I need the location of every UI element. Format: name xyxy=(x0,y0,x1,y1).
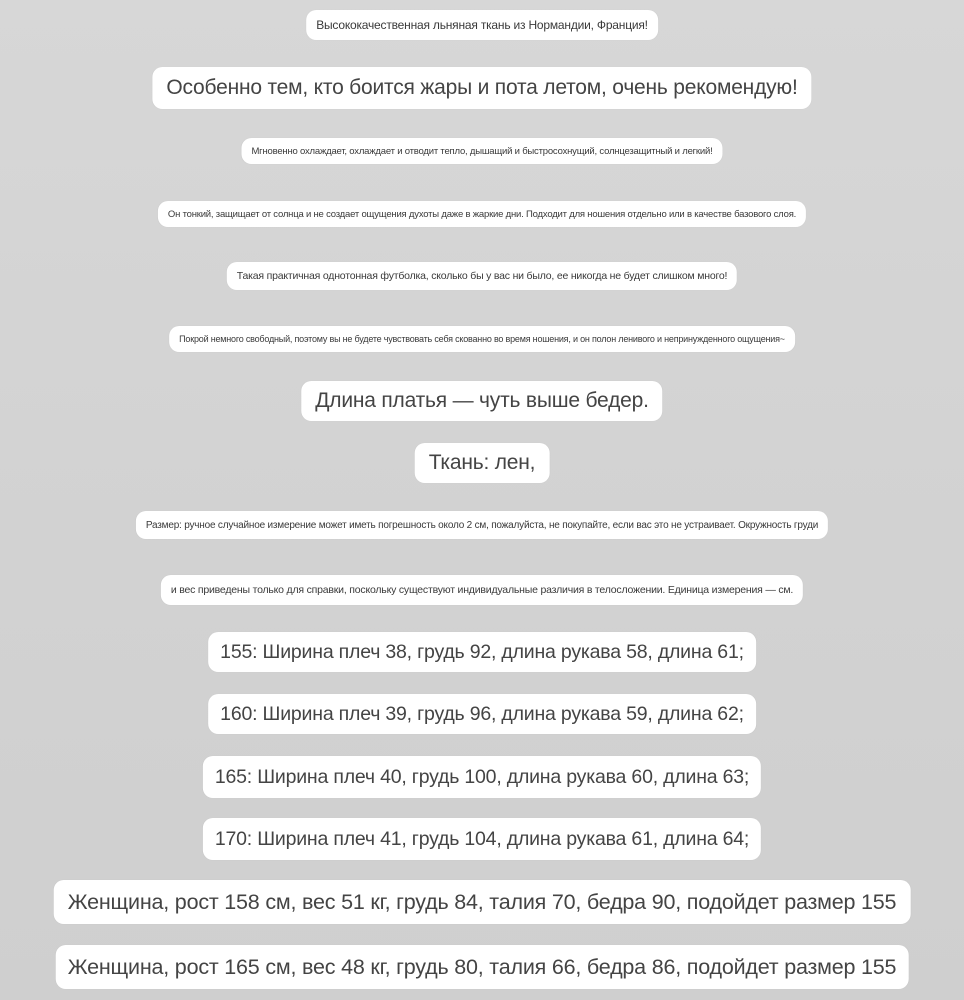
size-row-155: 155: Ширина плеч 38, грудь 92, длина рукава 58, длина 61; xyxy=(208,632,756,672)
text-bubble-recommend: Особенно тем, кто боится жары и пота летом, очень рекомендую! xyxy=(152,67,811,109)
size-row-160: 160: Ширина плеч 39, грудь 96, длина рукава 59, длина 62; xyxy=(208,694,756,734)
text-bubble-practical: Такая практичная однотонная футболка, сколько бы у вас ни было, ее никогда не будет слишком много! xyxy=(227,262,737,290)
model-fit-1: Женщина, рост 158 см, вес 51 кг, грудь 84, талия 70, бедра 90, подойдет размер 155 xyxy=(54,880,911,924)
text-bubble-thin: Он тонкий, защищает от солнца и не создает ощущения духоты даже в жаркие дни. Подходит для ношения отдельно или в качестве базового слоя. xyxy=(158,201,806,227)
size-row-165: 165: Ширина плеч 40, грудь 100, длина рукава 60, длина 63; xyxy=(203,756,761,798)
text-bubble-size-note: Размер: ручное случайное измерение может иметь погрешность около 2 см, пожалуйста, не покупайте, если вас это не устраивает. Окружность груди xyxy=(136,511,828,539)
text-bubble-size-note-2: и вес приведены только для справки, поскольку существуют индивидуальные различия в телосложении. Единица измерения — см. xyxy=(161,575,803,605)
text-bubble-origin: Высококачественная льняная ткань из Нормандии, Франция! xyxy=(306,10,658,40)
text-bubble-length: Длина платья — чуть выше бедер. xyxy=(301,381,662,421)
text-bubble-loose-fit: Покрой немного свободный, поэтому вы не будете чувствовать себя скованно во время ношения, и он полон ленивого и непринужденного ощущения~ xyxy=(169,326,795,352)
text-bubble-cooling: Мгновенно охлаждает, охлаждает и отводит тепло, дышащий и быстросохнущий, солнцезащитный и легкий! xyxy=(241,138,722,164)
size-row-170: 170: Ширина плеч 41, грудь 104, длина рукава 61, длина 64; xyxy=(203,818,761,860)
model-fit-2: Женщина, рост 165 см, вес 48 кг, грудь 80, талия 66, бедра 86, подойдет размер 155 xyxy=(56,945,909,989)
text-bubble-fabric: Ткань: лен, xyxy=(415,443,550,483)
